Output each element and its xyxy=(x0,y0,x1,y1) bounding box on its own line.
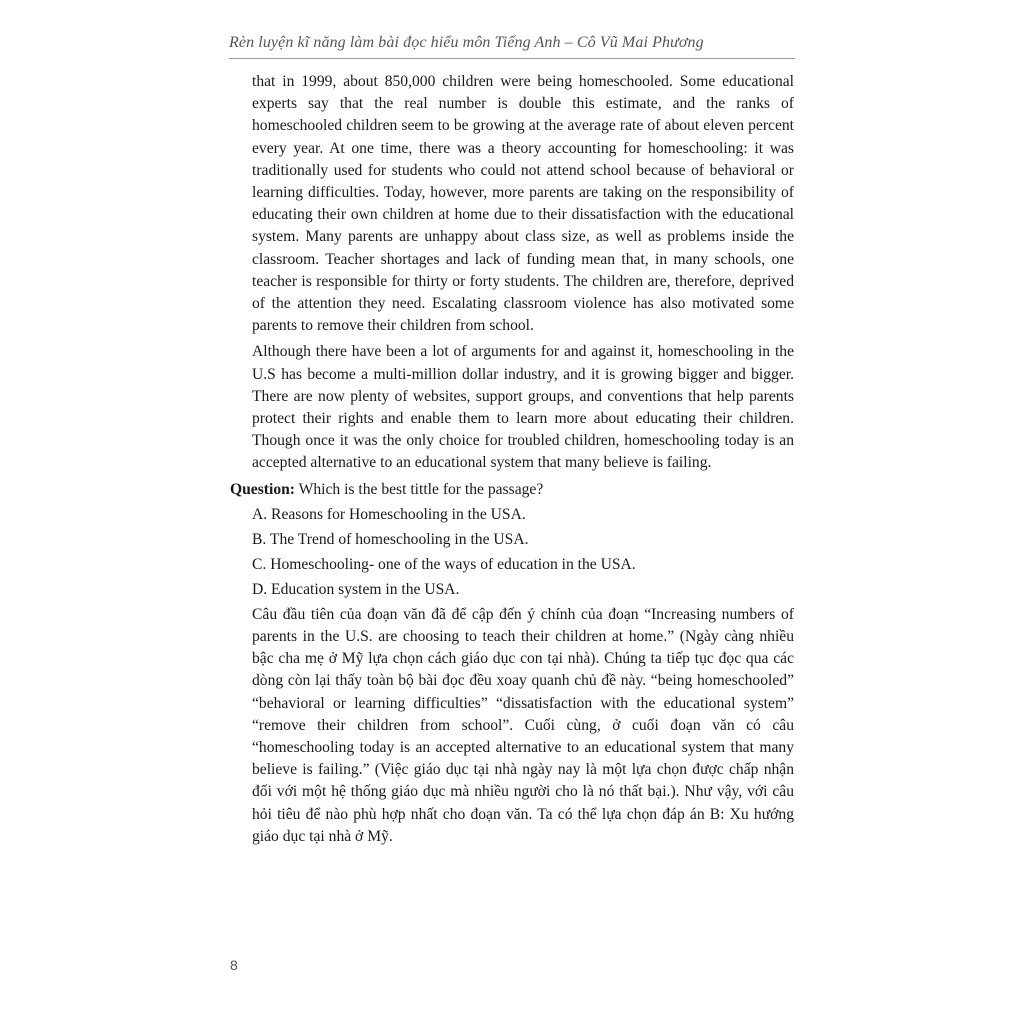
page-content xyxy=(230,71,794,848)
running-header: Rèn luyện kĩ năng làm bài đọc hiểu môn Tiếng Anh – Cô Vũ Mai Phương xyxy=(229,34,704,51)
option-b: B. The Trend of homeschooling in the USA. xyxy=(252,530,529,548)
question-label: Question: xyxy=(230,480,295,498)
passage-paragraph-2: Although there have been a lot of arguments for and against it, homeschooling in the U.S has become a multi-million dollar industry, and it is growing bigger and bigger. There are now plenty of websites, support groups, and conventions that help parents protect their rights and enable them to learn more about educating their children. Though once it was the only choice for troubled children, homeschooling today is an accepted alternative to an educational system that many believe is failing. xyxy=(252,343,794,472)
option-d: D. Education system in the USA. xyxy=(252,580,460,598)
question-text: Which is the best tittle for the passage? xyxy=(294,480,544,498)
option-a: A. Reasons for Homeschooling in the USA. xyxy=(252,505,526,523)
answer-options xyxy=(252,504,794,601)
header-divider xyxy=(229,58,795,59)
page-number: 8 xyxy=(230,957,238,973)
question xyxy=(230,479,794,501)
passage-paragraph-1: that in 1999, about 850,000 children were being homeschooled. Some educational experts say that the real number is double this estimate, and the ranks of homeschooled children seem to be growing at the average rate of about eleven percent every year. At one time, there was a theory accounting for homeschooling: it was traditionally used for students who could not attend school because of behavioral or learning difficulties. Today, however, more parents are taking on the responsibility of educating their own children at home due to their dissatisfaction with the educational system. Many parents are unhappy about class size, as well as problems inside the classroom. Teacher shortages and lack of funding mean that, in many schools, one teacher is responsible for thirty or forty students. The children are, therefore, deprived of the attention they need. Escalating classroom violence has also motivated some parents to remove their children from school. xyxy=(252,73,794,335)
answer-explanation: Câu đầu tiên của đoạn văn đã để cập đến ý chính của đoạn “Increasing numbers of parents in the U.S. are choosing to teach their children at home.” (Ngày càng nhiều bậc cha mẹ ở Mỹ lựa chọn cách giáo dục con tại nhà). Chúng ta tiếp tục đọc qua các dòng còn lại thấy toàn bộ bài đọc đều xoay quanh chủ đề này. “being homeschooled” “behavioral or learning difficulties” “dissatisfaction with the educational system” “remove their children from school”. Cuối cùng, ở cuối đoạn văn có câu “homeschooling today is an accepted alternative to an educational system that many believe is failing.” (Việc giáo dục tại nhà ngày nay là một lựa chọn được chấp nhận đối với một hệ thống giáo dục mà nhiều người cho là nó thất bại.). Như vậy, với câu hỏi tiêu để nào phù hợp nhất cho đoạn văn. Ta có thể lựa chọn đáp án B: Xu hướng giáo dục tại nhà ở Mỹ. xyxy=(252,605,794,845)
option-c: C. Homeschooling- one of the ways of education in the USA. xyxy=(252,555,636,573)
